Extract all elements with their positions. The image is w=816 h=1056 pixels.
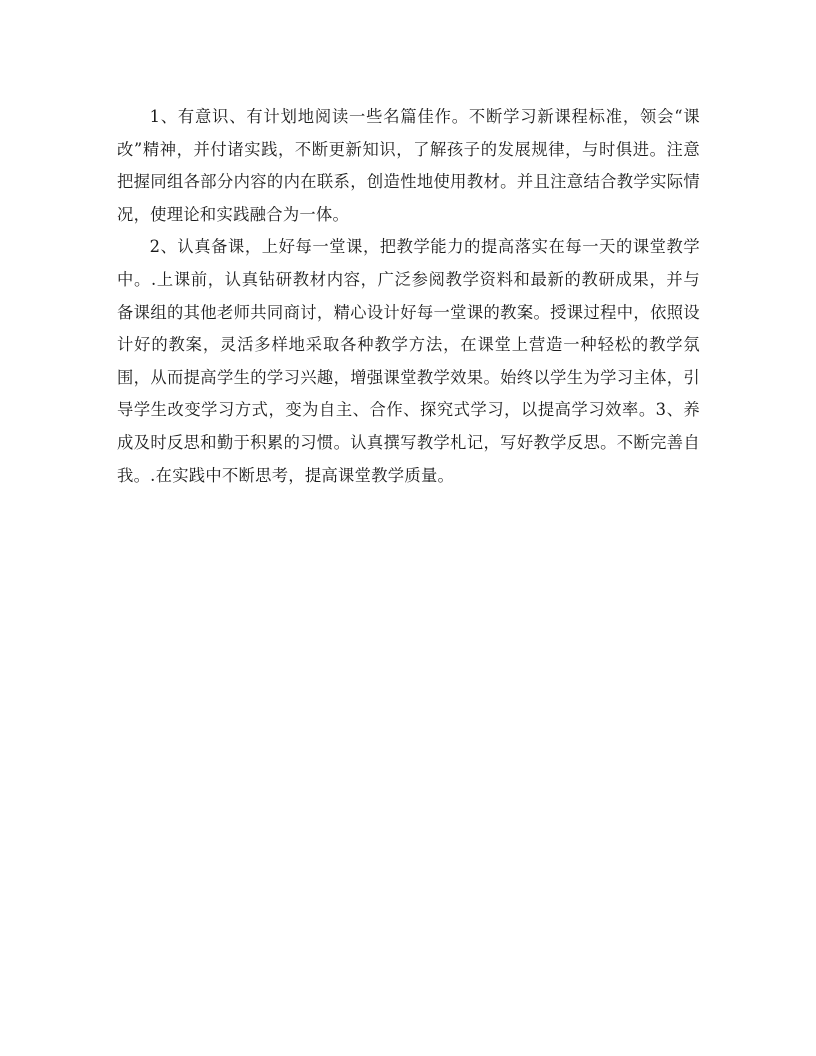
document-body — [117, 101, 700, 492]
paragraph-1: 1、有意识、有计划地阅读一些名篇佳作。不断学习新课程标准，领会“课改”精神，并付诸实践，不断更新知识，了解孩子的发展规律，与时俱进。注意把握同组各部分内容的内在联系，创造性地使用教材。并且注意结合教学实际情况，使理论和实践融合为一体。 — [117, 107, 700, 224]
paragraph-2: 2、认真备课，上好每一堂课，把教学能力的提高落实在每一天的课堂教学中。.上课前，认真钻研教材内容，广泛参阅教学资料和最新的教研成果，并与备课组的其他老师共同商讨，精心设计好每一堂课的教案。授课过程中，依照设计好的教案，灵活多样地采取各种教学方法，在课堂上营造一种轻松的教学氛围，从而提高学生的学习兴趣，增强课堂教学效果。始终以学生为学习主体，引导学生改变学习方式，变为自主、合作、探究式学习，以提高学习效率。3、养成及时反思和勤于积累的习惯。认真撰写教学札记，写好教学反思。不断完善自我。.在实践中不断思考，提高课堂教学质量。 — [117, 237, 700, 485]
